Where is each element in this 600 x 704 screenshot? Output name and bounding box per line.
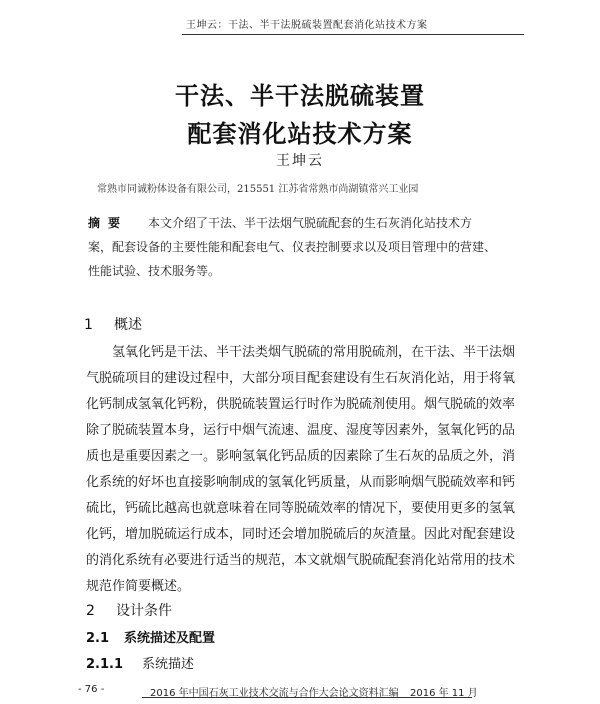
article-title-line-2: 配套消化站技术方案 [187,120,413,148]
body-line: 的消化系统有必要进行适当的规范，本文就烟气脱硫配套消化站常用的技术 [86,553,516,568]
abstract-label: 摘要 [88,216,129,230]
publication-date: 2016 年 11 月 [410,688,478,699]
article-title-line-1: 干法、半干法脱硫装置 [175,82,425,110]
abstract-line: 性能试验、技术服务等。 [88,264,221,278]
section-title: 概述 [114,317,142,333]
subsection-heading-2-1-1 [86,653,194,672]
page-number: - 76 - [78,684,105,695]
subsection-number: 2.1 [86,631,110,646]
section-heading-2 [86,600,172,620]
body-line: 化钙制成氢氧化钙粉，供脱硫装置运行时作为脱硫剂使用。烟气脱硫的效率 [86,397,516,412]
subsection-title: 系统描述及配置 [124,631,216,646]
body-line: 气脱硫项目的建设过程中，大部分项目配套建设有生石灰消化站，用于将氧 [86,371,516,386]
footer-rule [142,697,472,698]
header-rule [182,34,524,35]
section-number: 2 [86,603,95,619]
body-line: 除了脱硫装置本身，运行中烟气流速、温度、湿度等因素外，氢氧化钙的品 [86,423,516,438]
author-affiliation: 常熟市同诚粉体设备有限公司，215551 江苏省常熟市尚湖镇常兴工业园 [97,184,419,195]
body-line: 规范作简要概述。 [86,579,191,594]
section-title: 设计条件 [116,603,172,619]
body-line: 化系统的好坏也直接影响制成的氢氧化钙质量，从而影响烟气脱硫效率和钙 [86,475,516,490]
abstract-line: 案，配套设备的主要性能和配套电气、仪表控制要求以及项目管理中的营建、 [88,240,497,254]
body-line: 氢氧化钙是干法、半干法类烟气脱硫的常用脱硫剂，在干法、半干法烟 [112,345,516,360]
abstract-line: 本文介绍了干法、半干法烟气脱硫配套的生石灰消化站技术方 [148,216,473,230]
body-line: 硫比，钙硫比越高也就意味着在同等脱硫效率的情况下，要使用更多的氢氧 [86,501,516,516]
running-head: 王坤云：干法、半干法脱硫装置配套消化站技术方案 [186,20,428,31]
body-line: 化钙，增加脱硫运行成本，同时还会增加脱硫后的灰渣量。因此对配套建设 [86,527,516,542]
author-name: 王坤云 [276,153,324,169]
subsection-heading-2-1 [86,627,215,646]
body-line: 质也是重要因素之一。影响氢氧化钙品质的因素除了生石灰的品质之外，消 [86,449,516,464]
section-heading-1 [84,314,142,334]
subsection-title: 系统描述 [142,657,195,672]
subsection-number: 2.1.1 [86,657,124,672]
section-number: 1 [84,317,93,333]
conference-title: 2016 年中国石灰工业技术交流与合作大会论文资料汇编 [150,688,399,699]
